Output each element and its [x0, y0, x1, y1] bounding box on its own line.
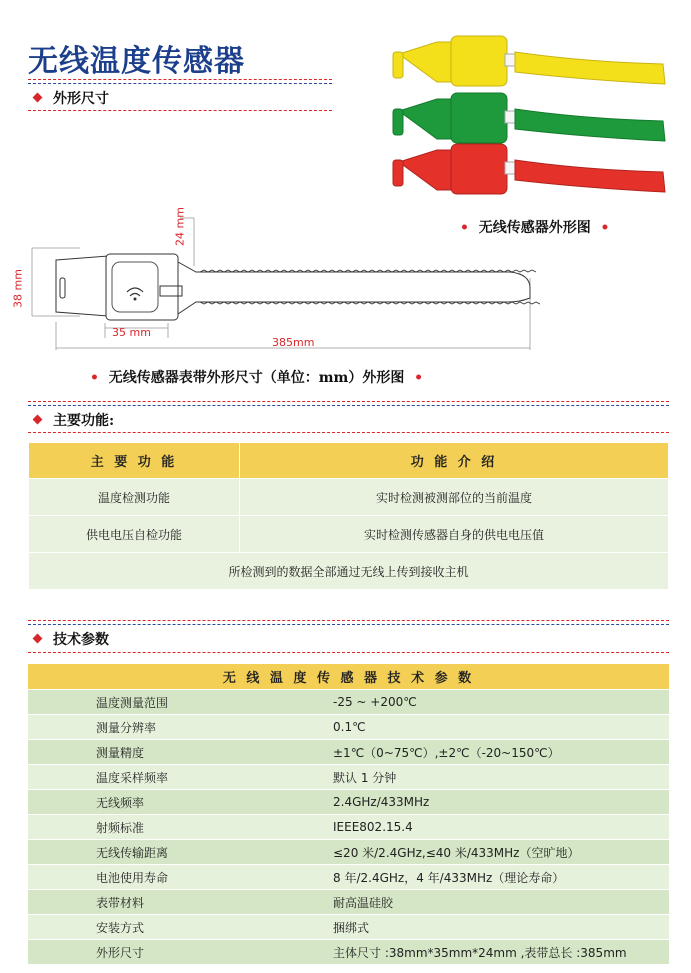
param-value: 主体尺寸 :38mm*35mm*24mm ,表带总长 :385mm: [333, 940, 669, 965]
photo-caption: • 无线传感器外形图 •: [460, 220, 610, 236]
param-key: 温度测量范围: [28, 690, 333, 715]
param-key: 射频标准: [28, 815, 333, 840]
table-cell: 温度检测功能: [29, 479, 240, 516]
param-value: ±1℃（0~75℃）,±2℃（-20~150℃）: [333, 740, 669, 765]
params-table: [28, 664, 669, 965]
param-value: 8 年/2.4GHz，4 年/433MHz（理论寿命）: [333, 865, 669, 890]
table-cell: 供电电压自检功能: [29, 516, 240, 553]
dim-width-label: 35 mm: [112, 326, 151, 339]
param-key: 电池使用寿命: [28, 865, 333, 890]
function-table: [28, 442, 669, 590]
diamond-bullet-icon: [33, 634, 43, 644]
diamond-bullet-icon: [33, 93, 43, 103]
section-params-heading: 技术参数: [34, 629, 109, 649]
param-key: 测量分辨率: [28, 715, 333, 740]
param-key: 无线频率: [28, 790, 333, 815]
divider: [28, 620, 669, 621]
dimension-drawing: [20, 198, 540, 358]
param-key: 表带材料: [28, 890, 333, 915]
page-title: 无线温度传感器: [28, 44, 245, 79]
divider: [28, 79, 332, 80]
divider: [28, 110, 332, 111]
divider: [28, 432, 669, 433]
param-key: 安装方式: [28, 915, 333, 940]
param-value: 2.4GHz/433MHz: [333, 790, 669, 815]
param-value: 默认 1 分钟: [333, 765, 669, 790]
section-shape-heading: 外形尺寸: [34, 88, 109, 108]
param-key: 测量精度: [28, 740, 333, 765]
dim-height-label: 38 mm: [11, 269, 25, 308]
divider: [28, 652, 669, 653]
param-value: 0.1℃: [333, 715, 669, 740]
param-value: 耐高温硅胶: [333, 890, 669, 915]
diamond-bullet-icon: [33, 415, 43, 425]
param-key: 温度采样频率: [28, 765, 333, 790]
param-value: 捆绑式: [333, 915, 669, 940]
table-header: 功 能 介 绍: [240, 443, 669, 479]
divider: [28, 624, 669, 625]
divider: [28, 401, 669, 402]
divider: [28, 405, 669, 406]
table-header: 主 要 功 能: [29, 443, 240, 479]
divider: [28, 83, 332, 84]
table-cell: 实时检测被测部位的当前温度: [240, 479, 669, 516]
param-value: IEEE802.15.4: [333, 815, 669, 840]
table-header: 无 线 温 度 传 感 器 技 术 参 数: [28, 664, 669, 690]
sensor-photo: [385, 24, 675, 204]
section-function-heading: 主要功能:: [34, 410, 114, 430]
param-value: -25 ~ +200℃: [333, 690, 669, 715]
param-value: ≤20 米/2.4GHz,≤40 米/433MHz（空旷地）: [333, 840, 669, 865]
table-note: 所检测到的数据全部通过无线上传到接收主机: [29, 553, 669, 590]
param-key: 外形尺寸: [28, 940, 333, 965]
dim-length-label: 385mm: [272, 336, 315, 349]
param-key: 无线传输距离: [28, 840, 333, 865]
drawing-caption: • 无线传感器表带外形尺寸（单位：mm）外形图 •: [90, 370, 424, 386]
table-cell: 实时检测传感器自身的供电电压值: [240, 516, 669, 553]
dim-thickness-label: 24 mm: [173, 207, 187, 246]
